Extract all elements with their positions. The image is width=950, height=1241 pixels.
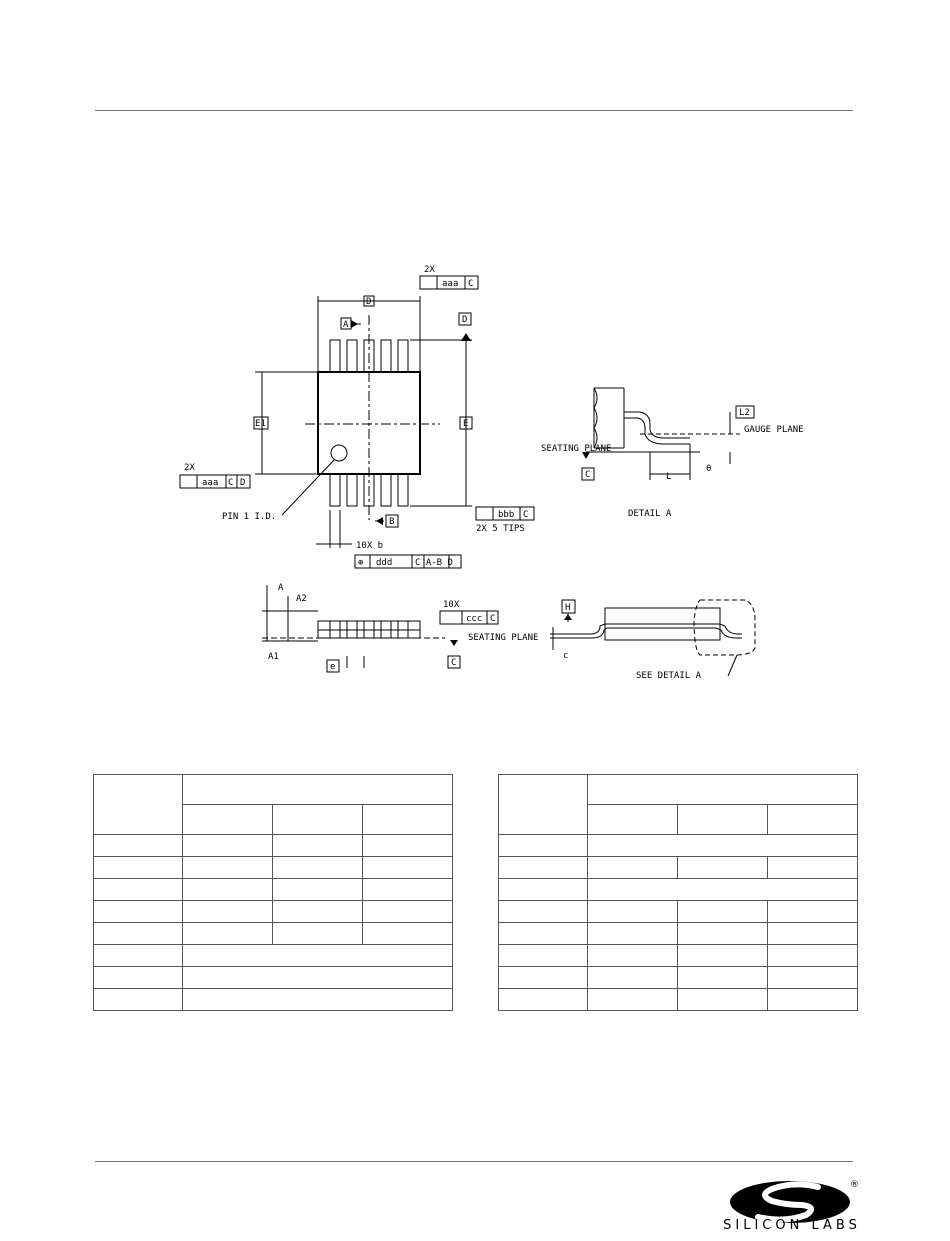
note-2x-left: 2X [184,463,195,473]
pin1-marker [331,445,347,461]
dim-a-label: A [278,583,284,593]
seating-plane-detail: SEATING PLANE [541,444,612,454]
tips-note: 2X 5 TIPS [476,524,525,534]
note-10x: 10X [443,600,460,610]
dim-l2-label: L2 [739,408,750,418]
position-symbol: ⊕ [358,558,364,568]
datum-h-label: H [565,603,571,613]
dimension-table-left [93,774,453,1011]
tol-ccc: ccc [466,614,483,624]
tol-aaa-top: aaa [442,279,459,289]
dim-l-label: L [666,472,672,482]
pin1-label: PIN 1 I.D. [222,512,277,522]
note-2x-top: 2X [424,265,435,275]
datum-d-right-label: D [462,315,468,325]
tol-ref-c-top: C [468,279,474,289]
datum-c-side: C [451,658,457,668]
pitch-e-label: e [330,662,336,672]
gauge-plane-label: GAUGE PLANE [744,425,804,435]
detail-a-title: DETAIL A [628,509,672,519]
see-detail-a: SEE DETAIL A [636,671,702,681]
registered-mark: ® [850,1180,859,1190]
tol-ref-cab: C A-B D [415,558,453,568]
theta-label: θ [706,464,712,474]
datum-a-label: A [343,320,349,330]
seating-plane-side: SEATING PLANE [468,633,539,643]
dim-e1-label: E1 [255,419,266,429]
tol-ref-c-bbb: C [523,510,529,520]
tol-ref-d-left: D [240,478,246,488]
dim-a1-label: A1 [268,652,279,662]
tol-ref-c-ccc: C [490,614,496,624]
tol-ref-c-left: C [228,478,234,488]
brand-wordmark: SILICON LABS [723,1218,861,1233]
tol-aaa-left: aaa [202,478,219,488]
leads-note: 10X b [356,541,384,551]
dim-a2-label: A2 [296,594,307,604]
datum-b-label: B [389,517,395,527]
dim-e-label: E [463,419,469,429]
datum-c-detail: C [585,470,591,480]
tol-bbb: bbb [498,510,515,520]
datum-d-label: D [366,297,372,307]
footer-rule [95,1161,853,1162]
dim-c-label: c [563,651,569,661]
tol-ddd: ddd [376,558,393,568]
dimension-table-right [498,774,858,1011]
